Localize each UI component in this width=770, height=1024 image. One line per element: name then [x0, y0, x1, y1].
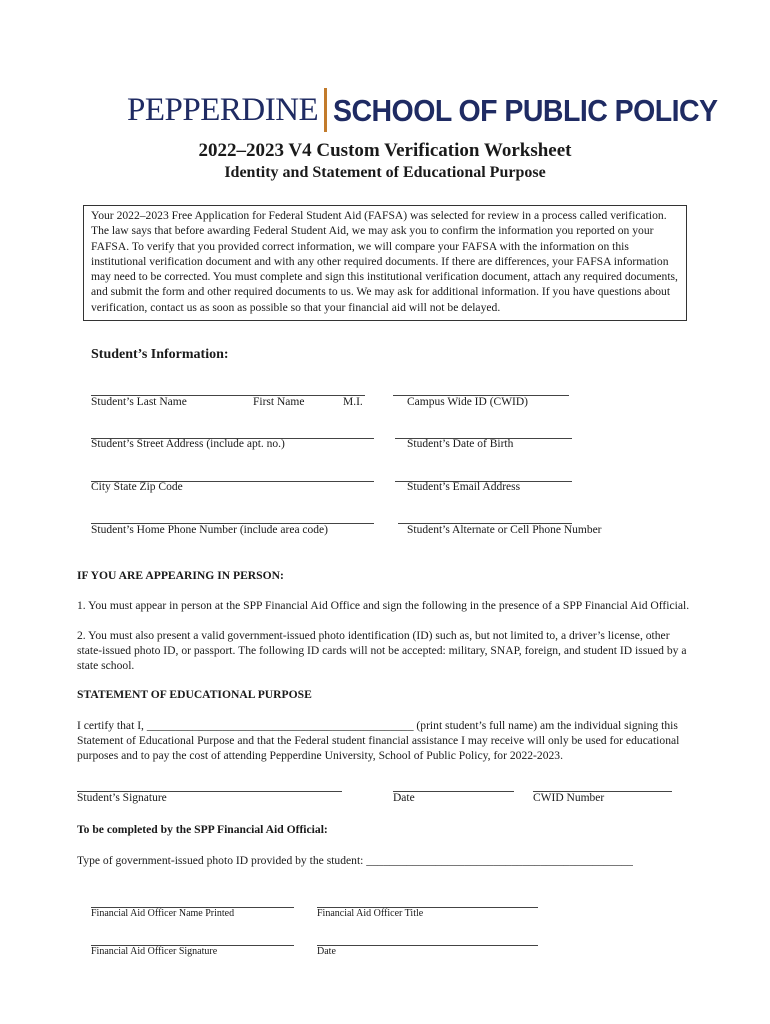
statement-text: I certify that I, ______________________________________________ (print student’s full name) am the individual signing this Statement of Educational Purpose and that the Federal student financial assistance I may receive will only be used for educational purposes and to pay the cost of attending Pepperdine University, School of Public Policy, for 2022-2023. [77, 719, 680, 763]
officer-name-label: Financial Aid Officer Name Printed [91, 908, 235, 919]
in-person-item-1: 1. You must appear in person at the SPP Financial Aid Office and sign the following in the presence of a SPP Financial Aid Official. [77, 599, 690, 612]
student-info-heading: Student’s Information: [91, 347, 229, 362]
statement-heading: STATEMENT OF EDUCATIONAL PURPOSE [77, 688, 312, 701]
officer-date-label: Date [317, 946, 336, 957]
student-signature-label: Student’s Signature [77, 792, 167, 804]
cwid-label: Campus Wide ID (CWID) [407, 396, 529, 408]
officer-date-line[interactable] [317, 945, 538, 946]
cell-phone-label: Student’s Alternate or Cell Phone Number [407, 524, 602, 536]
intro-box: Your 2022–2023 Free Application for Federal Student Aid (FAFSA) was selected for review in a process called verification. The law says that before awarding Federal Student Aid, we may ask you to confirm the information you reported on your FAFSA. To verify that you provided correct information, we will compare your FAFSA with the information on this institutional verification document and with any other required documents. If there are differences, your FAFSA information may need to be corrected. You must complete and sign this institutional verification document, attach any required documents, and submit the form and other required documents to us. We may ask for additional information. If you have questions about verification, contact us as soon as possible so that your financial aid will not be delayed. [83, 205, 687, 321]
logo-pepperdine: PEPPERDINE [127, 91, 319, 128]
school-logo [127, 86, 751, 134]
logo-divider [324, 88, 327, 132]
cwid-number-label: CWID Number [533, 792, 605, 804]
home-phone-label: Student’s Home Phone Number (include area code) [91, 524, 328, 536]
page-subtitle: Identity and Statement of Educational Purpose [224, 164, 546, 181]
in-person-heading: IF YOU ARE APPEARING IN PERSON: [77, 569, 284, 582]
logo-school-name: SCHOOL OF PUBLIC POLICY [333, 92, 718, 128]
official-heading: To be completed by the SPP Financial Aid Official: [77, 823, 328, 836]
email-label: Student’s Email Address [407, 481, 521, 493]
first-name-label: First Name [253, 396, 305, 408]
street-label: Student’s Street Address (include apt. no.) [91, 438, 285, 450]
in-person-item-2: 2. You must also present a valid government-issued photo identification (ID) such as, but not limited to, a driver’s license, other state-issued photo ID, or passport. The following ID cards will not be accepted: military, SNAP, foreign, and student ID issued by a state school. [77, 629, 687, 673]
officer-title-label: Financial Aid Officer Title [317, 908, 424, 919]
city-label: City State Zip Code [91, 481, 183, 493]
student-date-label: Date [393, 792, 415, 804]
dob-label: Student’s Date of Birth [407, 438, 514, 450]
mi-label: M.I. [343, 396, 363, 408]
page-title: 2022–2023 V4 Custom Verification Worksheet [198, 140, 572, 161]
id-type-field[interactable]: Type of government-issued photo ID provided by the student: ______________________________________________ [77, 854, 633, 867]
officer-signature-label: Financial Aid Officer Signature [91, 946, 218, 957]
last-name-label: Student’s Last Name [91, 396, 187, 408]
